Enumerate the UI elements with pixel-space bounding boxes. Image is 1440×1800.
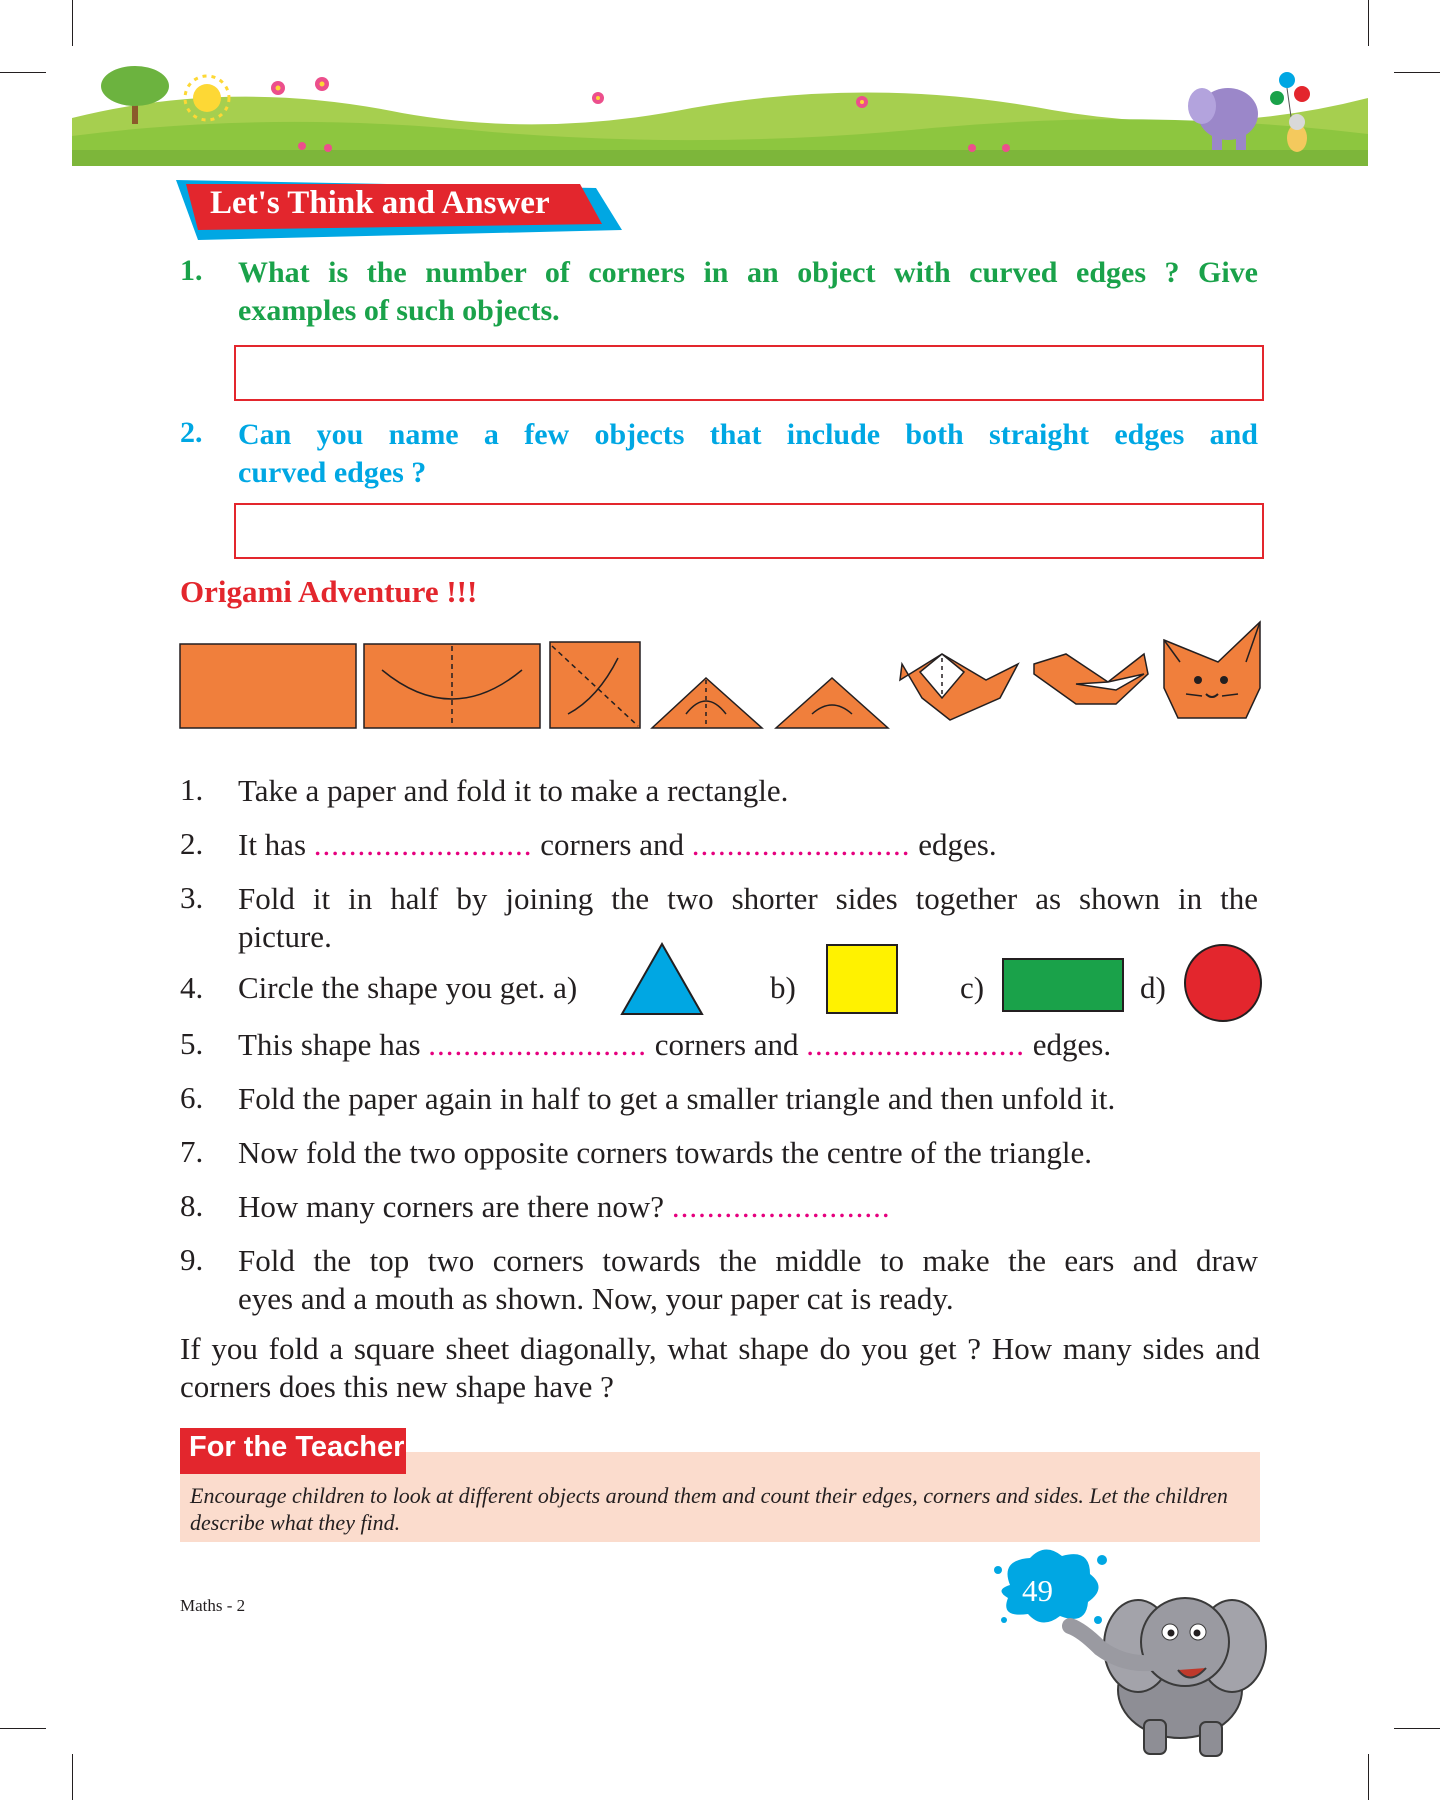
crop-mark — [0, 1728, 46, 1729]
crop-mark — [0, 72, 46, 73]
crop-mark — [72, 1754, 73, 1800]
paper-rectangle-icon — [180, 644, 356, 728]
teacher-tag-label: For the Teacher — [189, 1431, 405, 1463]
triangle-fold-icon — [776, 678, 888, 728]
step-fragment: It has — [238, 827, 307, 862]
step-text — [238, 1242, 1258, 1318]
triangle-option[interactable] — [620, 942, 704, 1016]
step-text — [238, 880, 1258, 956]
option-label-c: c) — [960, 970, 985, 1005]
step-number: 2. — [180, 826, 204, 861]
step-text: Fold the paper again in half to get a smaller triangle and then unfold it. — [238, 1081, 1116, 1116]
step-number: 8. — [180, 1188, 204, 1223]
step-fragment: corners and — [540, 827, 685, 862]
cat-face-icon — [1164, 622, 1260, 718]
closing-question: If you fold a square sheet diagonally, what shape do you get ? How many sides and corners does this new shape have ? — [180, 1331, 1260, 1404]
crop-mark — [1368, 0, 1369, 46]
question-number: 1. — [180, 254, 203, 287]
rabbit-icon — [1287, 114, 1307, 152]
section-title: Let's Think and Answer — [210, 185, 550, 221]
step-text — [238, 1026, 1258, 1064]
blank-field[interactable]: ......................... — [691, 827, 911, 862]
step-text: Take a paper and fold it to make a rectangle. — [238, 773, 789, 808]
origami-title: Origami Adventure !!! — [180, 574, 478, 609]
question-text — [238, 254, 1258, 330]
step-number: 3. — [180, 880, 204, 915]
step-text: Now fold the two opposite corners towards the centre of the triangle. — [238, 1135, 1092, 1170]
option-label-d: d) — [1140, 970, 1166, 1005]
square-option[interactable] — [826, 944, 898, 1014]
step-text — [238, 826, 1258, 864]
elephant-mascot-icon — [1060, 1560, 1280, 1765]
triangle-fold-icon — [652, 678, 762, 728]
question-line: What is the number of corners in an object with curved edges ? Give — [238, 256, 1258, 289]
step-number: 9. — [180, 1242, 204, 1277]
step-number: 5. — [180, 1026, 204, 1061]
step-fragment: edges. — [1032, 1027, 1112, 1062]
option-label-b: b) — [770, 970, 796, 1005]
step-text: Circle the shape you get. a) — [238, 970, 578, 1005]
step-fragment: edges. — [918, 827, 997, 862]
question-line: Can you name a few objects that include both straight edges and — [238, 418, 1258, 451]
step-fragment: corners and — [654, 1027, 799, 1062]
step-number: 7. — [180, 1134, 204, 1169]
step-number: 4. — [180, 970, 204, 1005]
question-text — [238, 416, 1258, 492]
triangle-shape — [622, 944, 702, 1014]
header-landscape-banner — [72, 58, 1368, 166]
question-number: 2. — [180, 416, 203, 449]
question-line: examples of such objects. — [238, 294, 560, 327]
step-line: picture. — [238, 919, 332, 954]
crop-mark — [1394, 72, 1440, 73]
rectangle-option[interactable] — [1002, 958, 1124, 1012]
blank-field[interactable]: ......................... — [428, 1027, 648, 1062]
crop-mark — [1368, 1754, 1369, 1800]
blank-field[interactable]: ......................... — [671, 1189, 891, 1224]
origami-steps-illustration — [178, 618, 1298, 730]
blank-field[interactable]: ......................... — [313, 827, 533, 862]
crop-mark — [1394, 1728, 1440, 1729]
step-text — [238, 1188, 1258, 1226]
answer-field-2[interactable] — [234, 503, 1264, 559]
step-number: 1. — [180, 772, 204, 807]
answer-field-1[interactable] — [234, 345, 1264, 401]
step-line: Fold it in half by joining the two shorter sides together as shown in the — [238, 881, 1258, 916]
crop-mark — [72, 0, 73, 46]
circle-option[interactable] — [1184, 944, 1262, 1022]
step-line: eyes and a mouth as shown. Now, your paper cat is ready. — [238, 1281, 954, 1316]
page-number: 49 — [1022, 1573, 1053, 1608]
step-fragment: This shape has — [238, 1027, 421, 1062]
book-footer: Maths - 2 — [180, 1596, 246, 1615]
teacher-note-text: Encourage children to look at different objects around them and count their edges, corners and sides. Let the children describe what they find. — [190, 1483, 1228, 1535]
corner-fold-icon — [900, 654, 1018, 720]
blank-field[interactable]: ......................... — [806, 1027, 1026, 1062]
step-line: Fold the top two corners towards the middle to make the ears and draw — [238, 1243, 1258, 1278]
step-number: 6. — [180, 1080, 204, 1115]
question-line: curved edges ? — [238, 456, 427, 489]
step-fragment: How many corners are there now? — [238, 1189, 665, 1224]
